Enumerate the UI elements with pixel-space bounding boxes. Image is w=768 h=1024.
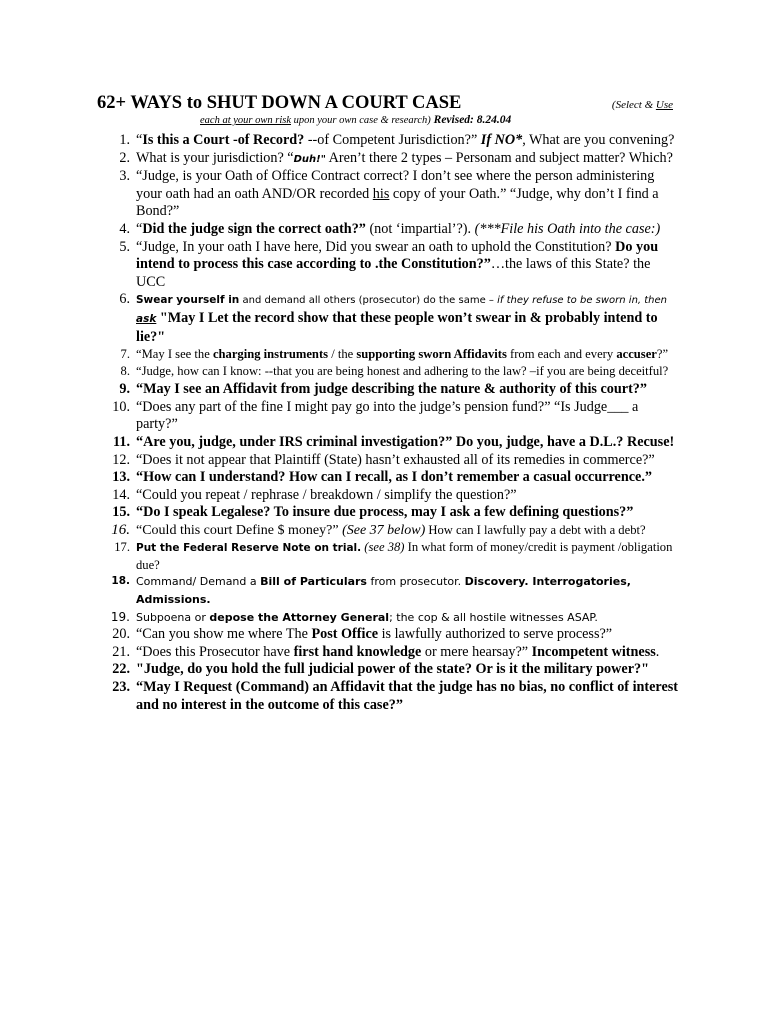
item-text: What is your jurisdiction? “ xyxy=(136,149,294,166)
item-text-bold: “Do I speak Legalese? To insure due process, may I ask a few defining questions?” xyxy=(136,504,634,521)
list-item-6 xyxy=(0,291,768,346)
item-number: 10. xyxy=(112,398,130,415)
item-number: 22. xyxy=(112,661,130,678)
item-text: (not ‘impartial’?). xyxy=(365,220,475,237)
item-text: “Could you repeat / rephrase / breakdown / simplify the question?” xyxy=(136,486,517,503)
item-text-bold: “May I see an Affidavit from judge describing the nature & authority of this court?” xyxy=(136,381,647,398)
item-text: “Judge, In your oath I have here, Did you swear an oath to uphold the Constitution? xyxy=(136,238,616,255)
item-text: “May I see the xyxy=(136,347,213,362)
item-text-bold: "Judge, do you hold the full judicial power of the state? Or is it the military power?" xyxy=(136,661,649,678)
item-text: . xyxy=(655,643,660,660)
item-text-bold: depose the Attorney General xyxy=(209,610,390,624)
item-text-bold: supporting sworn Affidavits xyxy=(356,347,507,362)
item-number: 17. xyxy=(114,540,130,555)
list-item-9 xyxy=(0,381,768,399)
item-text: , What are you convening? xyxy=(522,132,675,148)
list-item-20 xyxy=(0,626,768,644)
item-number: 1. xyxy=(119,132,130,148)
item-number: 18. xyxy=(111,575,130,588)
item-text-bold: Post Office xyxy=(311,626,379,643)
item-text: or mere hearsay?” xyxy=(421,643,532,660)
subtitle xyxy=(200,114,511,126)
subtitle-risk: each at your own risk xyxy=(200,115,291,126)
item-text-bold: Bill of Particulars xyxy=(260,575,367,589)
list-item-16 xyxy=(0,522,768,540)
item-text-underline: his xyxy=(372,185,390,202)
item-text-bold: "May I Let the record show that these people won’t swear in & probably intend to lie?" xyxy=(136,309,658,345)
item-number: 21. xyxy=(112,643,130,660)
list-item-19 xyxy=(0,609,768,627)
item-text-italic: if they refuse to be sworn in, then xyxy=(497,295,668,307)
item-text: “ xyxy=(136,132,143,148)
item-text-bold: first hand knowledge xyxy=(293,643,422,660)
item-text: …the laws of this State? the UCC xyxy=(136,256,651,290)
item-text: “Does this Prosecutor have xyxy=(136,643,294,660)
item-text: and demand all others (prosecutor) do the same – xyxy=(239,295,498,307)
item-text: / the xyxy=(328,347,357,362)
item-text: Command/ Demand a xyxy=(136,575,261,589)
item-text-bold-italic: If NO* xyxy=(480,132,523,148)
item-text-italic: (See 37 below) xyxy=(342,522,426,538)
item-number: 3. xyxy=(119,168,130,185)
item-text: “ xyxy=(136,220,143,237)
list-item-14 xyxy=(0,487,768,505)
item-text-bold: Put the Federal Reserve Note on trial. xyxy=(136,542,362,555)
item-number: 8. xyxy=(120,363,130,378)
list-item-8 xyxy=(0,363,768,380)
item-number: 7. xyxy=(120,347,130,362)
item-text: Subpoena or xyxy=(136,610,210,624)
item-number: 14. xyxy=(112,486,130,503)
item-text-italic: (see 38) xyxy=(361,540,405,555)
item-number: 16. xyxy=(111,521,130,538)
item-text-bold: Incompetent witness xyxy=(531,643,656,660)
item-number: 6. xyxy=(119,291,130,308)
list-item-7 xyxy=(0,346,768,363)
item-number: 20. xyxy=(112,626,130,643)
item-number: 19. xyxy=(110,609,130,624)
item-text: In what form of money/credit is payment /obligation due? xyxy=(136,540,673,572)
item-text-bold: Discovery. Interrogatories, Admissions. xyxy=(136,575,631,606)
item-number: 12. xyxy=(112,451,130,468)
item-text: “Judge, how can I know: --that you are being honest and adhering to the law? –if you are being deceitful? xyxy=(136,363,669,378)
item-text: from prosecutor. xyxy=(366,575,465,589)
item-text-ask: ask xyxy=(136,312,157,325)
list-item-22 xyxy=(0,661,768,679)
item-text: ?” xyxy=(656,347,669,362)
item-number: 23. xyxy=(112,678,130,695)
select-note xyxy=(612,99,673,111)
item-text: from each and every xyxy=(506,347,617,362)
subtitle-rest: upon your own case & research) xyxy=(291,115,431,126)
item-text: is lawfully authorized to serve process?” xyxy=(378,626,613,643)
title-line xyxy=(97,93,677,115)
item-number: 9. xyxy=(119,381,130,398)
item-text-bold: “How can I understand? How can I recall, as I don’t remember a casual occurrence.” xyxy=(136,469,652,486)
list-item-3 xyxy=(0,168,768,221)
item-text-bold: Do you intend to process this case according to .the Constitution?” xyxy=(136,238,659,273)
item-text: copy of your Oath.” “Judge, why don’t I find a Bond?” xyxy=(136,185,659,220)
list-item-18 xyxy=(0,573,768,608)
item-number: 13. xyxy=(112,469,130,486)
item-text: How can I lawfully pay a debt with a debt? xyxy=(425,522,646,537)
item-text-bold: charging instruments xyxy=(212,347,329,362)
item-number: 4. xyxy=(119,220,130,237)
select-note-use: Use xyxy=(655,99,673,111)
item-text: --of Competent Jurisdiction?” xyxy=(304,132,481,148)
item-text-bold: Is this a Court -of Record? xyxy=(142,132,305,148)
list-item-13 xyxy=(0,469,768,487)
revised-date: Revised: 8.24.04 xyxy=(430,114,512,126)
list-item-4 xyxy=(0,221,768,239)
list-item-10 xyxy=(0,399,768,434)
select-note-prefix: (Select & xyxy=(611,99,656,111)
item-text: “Could this court Define $ money?” xyxy=(136,522,343,538)
list-item-15 xyxy=(0,504,768,522)
list-item-12 xyxy=(0,452,768,470)
list-item-5 xyxy=(0,239,768,292)
list-item-17 xyxy=(0,539,768,573)
item-text-bold: Did the judge sign the correct oath?” xyxy=(142,220,366,237)
list-item-1 xyxy=(0,132,768,150)
list-item-21 xyxy=(0,644,768,662)
item-number: 11. xyxy=(113,433,130,450)
item-text: “Does it not appear that Plaintiff (State) hasn’t exhausted all of its remedies in commerce?” xyxy=(136,451,655,468)
page-title: 62+ WAYS to SHUT DOWN A COURT CASE xyxy=(97,93,462,113)
item-text-bold: Swear yourself in xyxy=(136,294,240,307)
questions-list xyxy=(0,132,768,714)
item-text-bold: accuser xyxy=(616,347,657,362)
item-number: 2. xyxy=(119,149,130,166)
item-number: 15. xyxy=(112,504,130,521)
item-text-duh: Duh!" xyxy=(293,153,326,165)
item-text: “Does any part of the fine I might pay go into the judge’s pension fund?” “Is Judge___ a party?” xyxy=(136,398,639,433)
list-item-23 xyxy=(0,679,768,714)
item-text-bold: “May I Request (Command) an Affidavit that the judge has no bias, no conflict of interest and no interest in the outcome of this case?” xyxy=(136,678,679,713)
item-text: “Judge, is your Oath of Office Contract correct? I don’t see where the person administering your oath had an oath AND/OR recorded xyxy=(136,168,655,202)
list-item-11 xyxy=(0,434,768,452)
item-text: “Can you show me where The xyxy=(136,626,312,643)
item-text: ; the cop & all hostile witnesses ASAP. xyxy=(389,610,598,624)
item-text: Aren’t there 2 types – Personam and subject matter? Which? xyxy=(325,149,673,166)
item-text-italic: (***File his Oath into the case:) xyxy=(474,220,661,237)
list-item-2 xyxy=(0,150,768,169)
item-text-bold: “Are you, judge, under IRS criminal investigation?” Do you, judge, have a D.L.? Recuse! xyxy=(136,433,675,450)
item-number: 5. xyxy=(119,238,130,255)
